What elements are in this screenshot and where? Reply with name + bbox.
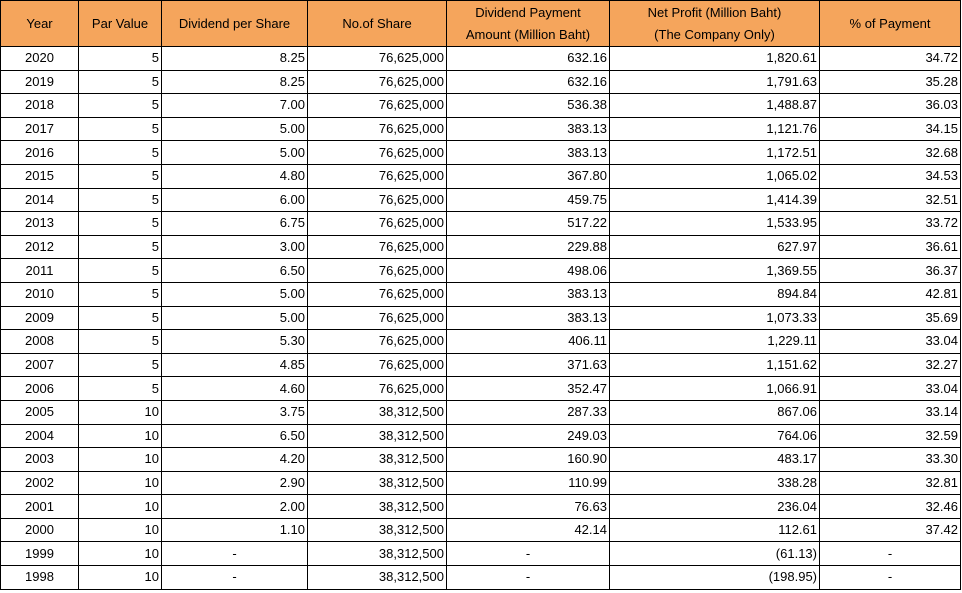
table-header xyxy=(1,1,961,47)
header-year: Year xyxy=(1,1,79,47)
cell-year: 2004 xyxy=(1,424,79,448)
cell-year: 2005 xyxy=(1,400,79,424)
cell-net-profit: 1,065.02 xyxy=(610,164,820,188)
header-percent-payment: % of Payment xyxy=(820,1,961,47)
cell-dividend-per-share: 4.60 xyxy=(162,377,308,401)
cell-no-of-share: 76,625,000 xyxy=(308,306,447,330)
cell-year: 2014 xyxy=(1,188,79,212)
table-row xyxy=(1,495,961,519)
cell-year: 2003 xyxy=(1,448,79,472)
cell-no-of-share: 38,312,500 xyxy=(308,424,447,448)
cell-no-of-share: 76,625,000 xyxy=(308,164,447,188)
table-row xyxy=(1,353,961,377)
cell-year: 2000 xyxy=(1,518,79,542)
table-row xyxy=(1,471,961,495)
cell-par-value: 10 xyxy=(79,566,162,590)
table-row xyxy=(1,188,961,212)
cell-net-profit: (198.95) xyxy=(610,566,820,590)
cell-percent-payment: 33.04 xyxy=(820,377,961,401)
cell-net-profit: 764.06 xyxy=(610,424,820,448)
header-dividend-payment xyxy=(447,1,610,47)
cell-dividend-payment: 383.13 xyxy=(447,141,610,165)
cell-year: 2017 xyxy=(1,117,79,141)
cell-percent-payment: 35.28 xyxy=(820,70,961,94)
header-dividend-payment-line1: Dividend Payment xyxy=(475,4,581,20)
cell-net-profit: 1,369.55 xyxy=(610,259,820,283)
cell-par-value: 5 xyxy=(79,47,162,71)
header-net-profit-line1: Net Profit (Million Baht) xyxy=(647,4,782,20)
cell-par-value: 10 xyxy=(79,542,162,566)
table-row xyxy=(1,235,961,259)
cell-net-profit: (61.13) xyxy=(610,542,820,566)
cell-dividend-per-share: 3.00 xyxy=(162,235,308,259)
cell-year: 1998 xyxy=(1,566,79,590)
cell-dividend-per-share: 7.00 xyxy=(162,94,308,118)
cell-dividend-per-share: 2.90 xyxy=(162,471,308,495)
cell-dividend-payment: 160.90 xyxy=(447,448,610,472)
cell-year: 1999 xyxy=(1,542,79,566)
cell-net-profit: 1,151.62 xyxy=(610,353,820,377)
cell-dividend-payment: - xyxy=(447,542,610,566)
cell-dividend-per-share: 4.80 xyxy=(162,164,308,188)
table-row xyxy=(1,282,961,306)
cell-percent-payment: 32.59 xyxy=(820,424,961,448)
cell-percent-payment: 32.51 xyxy=(820,188,961,212)
cell-no-of-share: 76,625,000 xyxy=(308,282,447,306)
cell-no-of-share: 38,312,500 xyxy=(308,566,447,590)
cell-par-value: 5 xyxy=(79,94,162,118)
cell-percent-payment: 32.81 xyxy=(820,471,961,495)
cell-net-profit: 1,414.39 xyxy=(610,188,820,212)
cell-no-of-share: 38,312,500 xyxy=(308,518,447,542)
cell-no-of-share: 38,312,500 xyxy=(308,400,447,424)
cell-par-value: 5 xyxy=(79,330,162,354)
cell-dividend-payment: 383.13 xyxy=(447,282,610,306)
cell-percent-payment: 33.04 xyxy=(820,330,961,354)
cell-dividend-per-share: 8.25 xyxy=(162,70,308,94)
cell-year: 2012 xyxy=(1,235,79,259)
cell-year: 2016 xyxy=(1,141,79,165)
cell-percent-payment: 34.72 xyxy=(820,47,961,71)
cell-par-value: 5 xyxy=(79,212,162,236)
cell-percent-payment: 36.61 xyxy=(820,235,961,259)
table-row xyxy=(1,259,961,283)
cell-dividend-payment: 352.47 xyxy=(447,377,610,401)
cell-dividend-payment: 383.13 xyxy=(447,117,610,141)
table-row xyxy=(1,164,961,188)
cell-percent-payment: 32.27 xyxy=(820,353,961,377)
cell-net-profit: 1,533.95 xyxy=(610,212,820,236)
cell-dividend-per-share: 5.00 xyxy=(162,282,308,306)
cell-dividend-per-share: 8.25 xyxy=(162,47,308,71)
cell-year: 2009 xyxy=(1,306,79,330)
cell-net-profit: 112.61 xyxy=(610,518,820,542)
cell-percent-payment: 36.37 xyxy=(820,259,961,283)
cell-dividend-payment: 229.88 xyxy=(447,235,610,259)
cell-percent-payment: - xyxy=(820,542,961,566)
table-row xyxy=(1,117,961,141)
cell-par-value: 5 xyxy=(79,377,162,401)
cell-dividend-payment: 110.99 xyxy=(447,471,610,495)
header-net-profit-line2: (The Company Only) xyxy=(654,26,775,42)
cell-no-of-share: 38,312,500 xyxy=(308,495,447,519)
cell-percent-payment: 37.42 xyxy=(820,518,961,542)
cell-percent-payment: 33.14 xyxy=(820,400,961,424)
cell-year: 2020 xyxy=(1,47,79,71)
cell-dividend-payment: 459.75 xyxy=(447,188,610,212)
cell-net-profit: 1,820.61 xyxy=(610,47,820,71)
cell-dividend-payment: 406.11 xyxy=(447,330,610,354)
cell-percent-payment: 32.46 xyxy=(820,495,961,519)
table-row xyxy=(1,94,961,118)
cell-par-value: 5 xyxy=(79,70,162,94)
cell-net-profit: 1,172.51 xyxy=(610,141,820,165)
cell-par-value: 5 xyxy=(79,353,162,377)
cell-net-profit: 1,073.33 xyxy=(610,306,820,330)
cell-dividend-payment: 632.16 xyxy=(447,70,610,94)
cell-dividend-per-share: 2.00 xyxy=(162,495,308,519)
cell-par-value: 5 xyxy=(79,282,162,306)
cell-year: 2007 xyxy=(1,353,79,377)
cell-par-value: 10 xyxy=(79,495,162,519)
table-row xyxy=(1,424,961,448)
cell-par-value: 5 xyxy=(79,141,162,165)
cell-no-of-share: 76,625,000 xyxy=(308,212,447,236)
cell-percent-payment: - xyxy=(820,566,961,590)
cell-no-of-share: 76,625,000 xyxy=(308,117,447,141)
cell-dividend-per-share: 5.30 xyxy=(162,330,308,354)
table-row xyxy=(1,448,961,472)
cell-par-value: 10 xyxy=(79,518,162,542)
cell-net-profit: 1,066.91 xyxy=(610,377,820,401)
cell-percent-payment: 34.53 xyxy=(820,164,961,188)
cell-par-value: 5 xyxy=(79,188,162,212)
cell-net-profit: 338.28 xyxy=(610,471,820,495)
cell-percent-payment: 36.03 xyxy=(820,94,961,118)
cell-year: 2002 xyxy=(1,471,79,495)
table-row xyxy=(1,566,961,590)
cell-dividend-payment: 287.33 xyxy=(447,400,610,424)
cell-net-profit: 1,121.76 xyxy=(610,117,820,141)
cell-dividend-payment: - xyxy=(447,566,610,590)
cell-dividend-per-share: 4.20 xyxy=(162,448,308,472)
table-row xyxy=(1,330,961,354)
cell-no-of-share: 76,625,000 xyxy=(308,330,447,354)
cell-percent-payment: 42.81 xyxy=(820,282,961,306)
table-row xyxy=(1,70,961,94)
cell-dividend-payment: 383.13 xyxy=(447,306,610,330)
cell-net-profit: 867.06 xyxy=(610,400,820,424)
cell-par-value: 10 xyxy=(79,400,162,424)
cell-no-of-share: 76,625,000 xyxy=(308,94,447,118)
cell-dividend-per-share: 5.00 xyxy=(162,141,308,165)
cell-year: 2008 xyxy=(1,330,79,354)
cell-par-value: 10 xyxy=(79,471,162,495)
cell-percent-payment: 33.72 xyxy=(820,212,961,236)
cell-no-of-share: 76,625,000 xyxy=(308,188,447,212)
cell-dividend-per-share: 5.00 xyxy=(162,117,308,141)
cell-net-profit: 236.04 xyxy=(610,495,820,519)
cell-par-value: 5 xyxy=(79,164,162,188)
cell-dividend-payment: 371.63 xyxy=(447,353,610,377)
cell-net-profit: 894.84 xyxy=(610,282,820,306)
cell-par-value: 10 xyxy=(79,424,162,448)
cell-dividend-per-share: 5.00 xyxy=(162,306,308,330)
cell-no-of-share: 76,625,000 xyxy=(308,70,447,94)
cell-par-value: 5 xyxy=(79,259,162,283)
cell-par-value: 5 xyxy=(79,306,162,330)
cell-percent-payment: 34.15 xyxy=(820,117,961,141)
cell-no-of-share: 76,625,000 xyxy=(308,235,447,259)
cell-year: 2019 xyxy=(1,70,79,94)
cell-dividend-payment: 76.63 xyxy=(447,495,610,519)
cell-year: 2006 xyxy=(1,377,79,401)
cell-dividend-per-share: - xyxy=(162,542,308,566)
cell-par-value: 5 xyxy=(79,235,162,259)
cell-net-profit: 1,488.87 xyxy=(610,94,820,118)
table-row xyxy=(1,212,961,236)
cell-dividend-payment: 517.22 xyxy=(447,212,610,236)
cell-no-of-share: 76,625,000 xyxy=(308,47,447,71)
header-net-profit xyxy=(610,1,820,47)
cell-dividend-payment: 249.03 xyxy=(447,424,610,448)
cell-no-of-share: 76,625,000 xyxy=(308,259,447,283)
cell-dividend-per-share: - xyxy=(162,566,308,590)
cell-dividend-per-share: 1.10 xyxy=(162,518,308,542)
cell-dividend-payment: 632.16 xyxy=(447,47,610,71)
cell-dividend-per-share: 6.50 xyxy=(162,259,308,283)
header-par-value: Par Value xyxy=(79,1,162,47)
table-body xyxy=(1,47,961,590)
cell-no-of-share: 38,312,500 xyxy=(308,448,447,472)
table-row xyxy=(1,400,961,424)
table-row xyxy=(1,542,961,566)
cell-year: 2013 xyxy=(1,212,79,236)
cell-dividend-per-share: 6.00 xyxy=(162,188,308,212)
header-dividend-payment-line2: Amount (Million Baht) xyxy=(465,26,591,42)
cell-no-of-share: 38,312,500 xyxy=(308,471,447,495)
cell-dividend-payment: 42.14 xyxy=(447,518,610,542)
cell-dividend-per-share: 3.75 xyxy=(162,400,308,424)
cell-year: 2011 xyxy=(1,259,79,283)
cell-par-value: 5 xyxy=(79,117,162,141)
cell-dividend-payment: 536.38 xyxy=(447,94,610,118)
cell-no-of-share: 76,625,000 xyxy=(308,141,447,165)
cell-no-of-share: 38,312,500 xyxy=(308,542,447,566)
cell-net-profit: 483.17 xyxy=(610,448,820,472)
cell-dividend-per-share: 6.75 xyxy=(162,212,308,236)
table-row xyxy=(1,377,961,401)
cell-year: 2001 xyxy=(1,495,79,519)
cell-year: 2010 xyxy=(1,282,79,306)
cell-dividend-payment: 498.06 xyxy=(447,259,610,283)
cell-year: 2015 xyxy=(1,164,79,188)
cell-year: 2018 xyxy=(1,94,79,118)
cell-dividend-payment: 367.80 xyxy=(447,164,610,188)
header-dividend-per-share: Dividend per Share xyxy=(162,1,308,47)
header-row xyxy=(1,1,961,47)
cell-net-profit: 1,229.11 xyxy=(610,330,820,354)
cell-no-of-share: 76,625,000 xyxy=(308,377,447,401)
cell-dividend-per-share: 4.85 xyxy=(162,353,308,377)
cell-dividend-per-share: 6.50 xyxy=(162,424,308,448)
cell-no-of-share: 76,625,000 xyxy=(308,353,447,377)
cell-par-value: 10 xyxy=(79,448,162,472)
cell-net-profit: 1,791.63 xyxy=(610,70,820,94)
table-row xyxy=(1,306,961,330)
cell-percent-payment: 35.69 xyxy=(820,306,961,330)
table-row xyxy=(1,47,961,71)
table-row xyxy=(1,518,961,542)
cell-percent-payment: 33.30 xyxy=(820,448,961,472)
table-row xyxy=(1,141,961,165)
header-no-of-share: No.of Share xyxy=(308,1,447,47)
cell-percent-payment: 32.68 xyxy=(820,141,961,165)
cell-net-profit: 627.97 xyxy=(610,235,820,259)
